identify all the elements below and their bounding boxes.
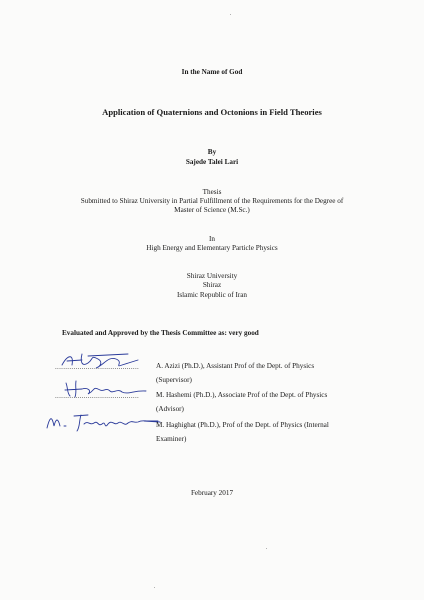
thesis-label: Thesis (202, 188, 222, 196)
signature-azizi (58, 350, 148, 372)
scan-speck (230, 14, 231, 15)
by-label: By (207, 148, 217, 156)
author-name: Sajede Talei Lari (185, 158, 239, 166)
signature-haghighat (44, 410, 159, 434)
committee-member-haghighat: M. Haghighat (Ph.D.), Prof of the Dept. of Physics (Internal (156, 421, 329, 429)
university-name: Shiraz University (186, 272, 238, 280)
signature-hashemi (62, 378, 152, 400)
committee-member-hashemi: M. Hashemi (Ph.D.), Associate Prof of the Dept. of Physics (156, 391, 328, 399)
committee-role-internal-examiner: Examiner) (156, 435, 187, 443)
scan-speck (154, 587, 155, 588)
signature-line: ......................................... (55, 363, 140, 371)
in-label: In (209, 235, 215, 243)
committee-member-azizi: A. Azizi (Ph.D.), Assistant Prof of the Dept. of Physics (156, 362, 315, 370)
city-name: Shiraz (202, 281, 222, 289)
scan-speck (266, 548, 267, 549)
committee-heading: Evaluated and Approved by the Thesis Committee as: very good (62, 329, 259, 337)
submission-line-1: Submitted to Shiraz University in Partial Fulfillment of the Requirements for the Degree of (80, 197, 344, 205)
committee-role-supervisor: (Supervisor) (156, 376, 192, 384)
invocation: In the Name of God (181, 68, 243, 76)
signature-line: ......................................... (55, 392, 140, 400)
country-name: Islamic Republic of Iran (176, 291, 248, 299)
committee-role-advisor: (Advisor) (156, 405, 184, 413)
submission-date: February 2017 (190, 489, 234, 497)
field-name: High Energy and Elementary Particle Physics (146, 244, 278, 252)
thesis-title: Application of Quaternions and Octonions in Field Theories (102, 107, 322, 117)
submission-line-2: Master of Science (M.Sc.) (174, 206, 250, 214)
